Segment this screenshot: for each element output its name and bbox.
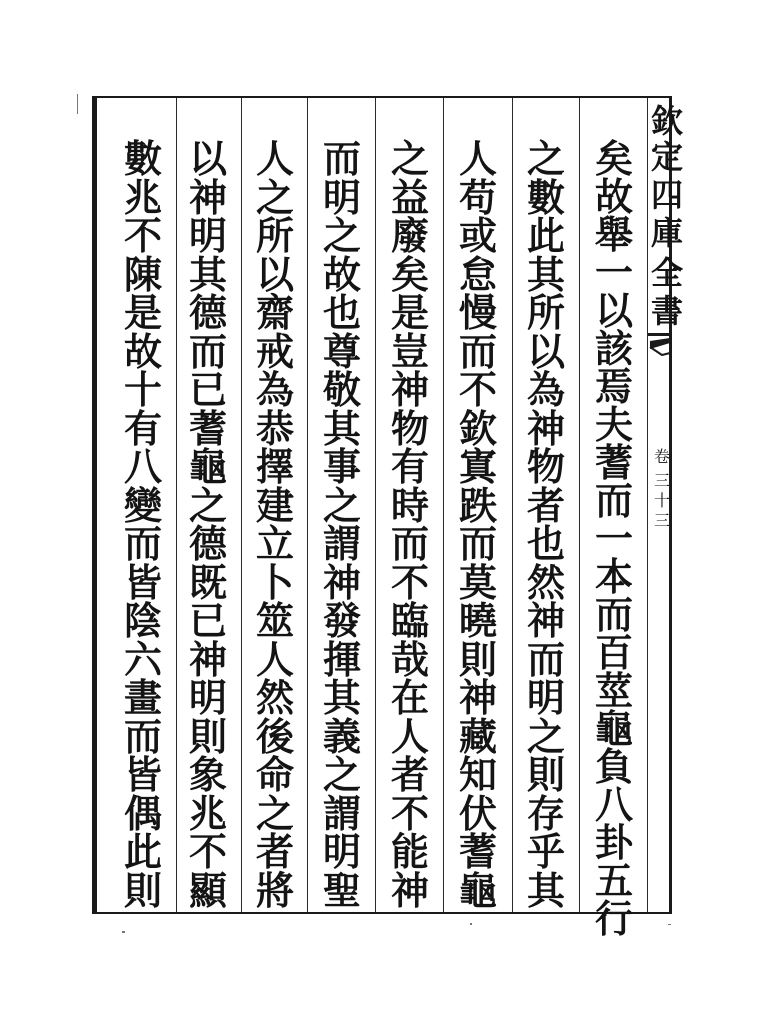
scan-speck: [77, 94, 78, 114]
text-char: 豈: [390, 328, 429, 374]
book-title-char: 四: [650, 176, 683, 214]
text-char: 聖: [322, 867, 361, 913]
text-char: 以: [188, 136, 227, 181]
column-rule: [443, 98, 444, 912]
text-char: 藏: [458, 713, 497, 759]
text-column: [118, 136, 168, 913]
text-char: 其: [322, 675, 361, 721]
text-char: 十: [123, 367, 162, 413]
text-char: 而: [594, 592, 633, 637]
text-char: 苟: [458, 174, 497, 220]
text-char: 而: [594, 478, 633, 523]
text-char: 而: [188, 328, 227, 374]
text-char: 其: [322, 405, 361, 451]
book-title-char: 定: [650, 138, 683, 176]
text-char: 以: [255, 251, 294, 297]
volume-number-char: 三: [653, 471, 670, 490]
text-char: 明: [322, 829, 361, 875]
text-char: 是: [390, 290, 429, 336]
text-char: 此: [123, 829, 162, 875]
text-char: 齋: [255, 290, 294, 336]
text-char: 龜: [188, 444, 227, 490]
text-char: 一: [594, 516, 633, 561]
book-title-char: 全: [650, 254, 683, 292]
text-char: 神: [390, 867, 429, 913]
text-char: 在: [390, 675, 429, 721]
text-char: 舉: [594, 212, 633, 257]
page-frame: [92, 96, 672, 914]
column-rule: [176, 98, 177, 912]
text-column: [385, 136, 435, 913]
text-char: 之: [322, 482, 361, 528]
text-char: 故: [123, 328, 162, 374]
text-char: 人: [458, 136, 497, 181]
text-char: 象: [188, 752, 227, 798]
text-char: 然: [255, 675, 294, 721]
text-char: 而: [123, 713, 162, 759]
text-char: 蓍: [458, 829, 497, 875]
text-char: 命: [255, 752, 294, 798]
text-char: 已: [188, 367, 227, 413]
text-char: 為: [255, 367, 294, 413]
text-char: 六: [123, 636, 162, 682]
text-char: 擇: [255, 444, 294, 490]
text-char: 變: [123, 482, 162, 528]
text-char: 寘: [458, 444, 497, 490]
text-char: 者: [390, 752, 429, 798]
text-column: [521, 136, 571, 913]
text-char: 百: [594, 630, 633, 675]
volume-number-char: 十: [653, 491, 670, 510]
text-column: [317, 136, 367, 913]
scan-speck: [470, 923, 472, 925]
book-title-char: 庫: [650, 214, 683, 252]
text-char: 而: [322, 136, 361, 181]
text-char: 不: [390, 790, 429, 836]
text-char: 行: [594, 896, 633, 941]
text-char: 為: [526, 367, 565, 413]
text-char: 而: [390, 521, 429, 567]
text-char: 之: [255, 790, 294, 836]
text-char: 皆: [123, 559, 162, 605]
text-char: 能: [390, 829, 429, 875]
text-char: 而: [526, 636, 565, 682]
text-char: 立: [255, 521, 294, 567]
text-char: 神: [458, 675, 497, 721]
text-char: 義: [322, 713, 361, 759]
text-char: 兆: [188, 790, 227, 836]
text-char: 筮: [255, 598, 294, 644]
text-char: 數: [526, 174, 565, 220]
text-char: 物: [526, 444, 565, 490]
text-char: 慢: [458, 290, 497, 336]
text-char: 所: [526, 290, 565, 336]
book-title-char: 書: [650, 292, 683, 330]
text-char: 物: [390, 405, 429, 451]
column-rule: [512, 98, 513, 912]
text-column: [589, 136, 639, 941]
text-char: 其: [188, 251, 227, 297]
text-char: 不: [458, 367, 497, 413]
text-char: 陰: [123, 598, 162, 644]
text-char: 卦: [594, 820, 633, 865]
text-char: 之: [322, 213, 361, 259]
text-char: 故: [322, 251, 361, 297]
text-column: [183, 136, 233, 913]
text-char: 之: [390, 136, 429, 181]
text-char: 不: [123, 213, 162, 259]
text-char: 明: [188, 675, 227, 721]
text-char: 神: [390, 367, 429, 413]
text-char: 之: [188, 482, 227, 528]
text-char: 該: [594, 326, 633, 371]
text-char: 乎: [526, 829, 565, 875]
scan-speck: [122, 931, 125, 933]
volume-number-char: 三: [653, 511, 670, 530]
text-char: 所: [255, 213, 294, 259]
text-char: 兆: [123, 174, 162, 220]
text-char: 人: [255, 636, 294, 682]
text-char: 將: [255, 867, 294, 913]
text-char: 敬: [322, 367, 361, 413]
text-char: 時: [390, 482, 429, 528]
text-char: 之: [526, 136, 565, 181]
column-rule: [241, 98, 242, 912]
text-char: 神: [188, 636, 227, 682]
text-char: 龜: [594, 706, 633, 751]
text-char: 則: [458, 636, 497, 682]
text-char: 而: [123, 521, 162, 567]
text-char: 陳: [123, 251, 162, 297]
text-char: 益: [390, 174, 429, 220]
text-char: 夫: [594, 402, 633, 447]
fish-tail-mark-icon: [648, 333, 672, 363]
text-char: 伏: [458, 790, 497, 836]
text-char: 之: [526, 713, 565, 759]
text-char: 神: [526, 405, 565, 451]
column-rule: [375, 98, 376, 912]
text-char: 負: [594, 744, 633, 789]
text-char: 揮: [322, 636, 361, 682]
text-char: 尊: [322, 328, 361, 374]
text-char: 已: [188, 598, 227, 644]
text-char: 事: [322, 444, 361, 490]
text-char: 德: [188, 290, 227, 336]
column-rule: [307, 98, 308, 912]
text-char: 此: [526, 213, 565, 259]
text-char: 者: [526, 482, 565, 528]
text-char: 明: [526, 675, 565, 721]
text-char: 哉: [390, 636, 429, 682]
text-char: 偶: [123, 790, 162, 836]
text-char: 之: [322, 752, 361, 798]
text-char: 謂: [322, 790, 361, 836]
text-char: 也: [526, 521, 565, 567]
text-char: 是: [123, 290, 162, 336]
text-char: 其: [526, 251, 565, 297]
text-char: 謂: [322, 521, 361, 567]
text-char: 其: [526, 867, 565, 913]
text-char: 建: [255, 482, 294, 528]
text-char: 既: [188, 559, 227, 605]
text-char: 而: [458, 328, 497, 374]
text-char: 者: [255, 829, 294, 875]
text-char: 欽: [458, 405, 497, 451]
text-char: 後: [255, 713, 294, 759]
text-char: 臨: [390, 598, 429, 644]
text-char: 知: [458, 752, 497, 798]
text-char: 神: [188, 174, 227, 220]
text-char: 恭: [255, 405, 294, 451]
book-title-char: 欽: [650, 102, 683, 140]
text-char: 不: [188, 829, 227, 875]
text-char: 之: [255, 174, 294, 220]
text-char: 然: [526, 559, 565, 605]
text-char: 蓍: [188, 405, 227, 451]
volume-number-char: 卷: [653, 447, 670, 466]
text-char: 明: [322, 174, 361, 220]
text-char: 廢: [390, 213, 429, 259]
text-char: 或: [458, 213, 497, 259]
text-char: 五: [594, 858, 633, 903]
text-char: 矣: [390, 251, 429, 297]
text-char: 神: [322, 559, 361, 605]
text-char: 八: [123, 444, 162, 490]
text-char: 以: [594, 288, 633, 333]
text-char: 人: [255, 136, 294, 181]
text-char: 則: [188, 713, 227, 759]
text-char: 明: [188, 213, 227, 259]
text-char: 一: [594, 250, 633, 295]
text-char: 怠: [458, 251, 497, 297]
text-char: 也: [322, 290, 361, 336]
text-char: 神: [526, 598, 565, 644]
text-column: [250, 136, 300, 913]
text-char: 發: [322, 598, 361, 644]
text-char: 有: [123, 405, 162, 451]
text-char: 德: [188, 521, 227, 567]
text-char: 矣: [594, 136, 633, 181]
text-char: 皆: [123, 752, 162, 798]
text-char: 莫: [458, 559, 497, 605]
text-char: 數: [123, 136, 162, 181]
text-char: 八: [594, 782, 633, 827]
text-char: 有: [390, 444, 429, 490]
text-char: 則: [123, 867, 162, 913]
text-char: 畫: [123, 675, 162, 721]
text-char: 蓍: [594, 440, 633, 485]
text-char: 本: [594, 554, 633, 599]
column-rule: [579, 98, 580, 912]
text-column: [453, 136, 503, 913]
scan-speck: [668, 924, 671, 925]
text-char: 跌: [458, 482, 497, 528]
text-char: 顯: [188, 867, 227, 913]
text-char: 莖: [594, 668, 633, 713]
text-char: 人: [390, 713, 429, 759]
text-char: 存: [526, 790, 565, 836]
text-char: 不: [390, 559, 429, 605]
text-char: 而: [458, 521, 497, 567]
text-char: 以: [526, 328, 565, 374]
text-char: 曉: [458, 598, 497, 644]
text-char: 焉: [594, 364, 633, 409]
text-char: 龜: [458, 867, 497, 913]
text-char: 卜: [255, 559, 294, 605]
text-char: 故: [594, 174, 633, 219]
text-char: 則: [526, 752, 565, 798]
text-char: 戒: [255, 328, 294, 374]
